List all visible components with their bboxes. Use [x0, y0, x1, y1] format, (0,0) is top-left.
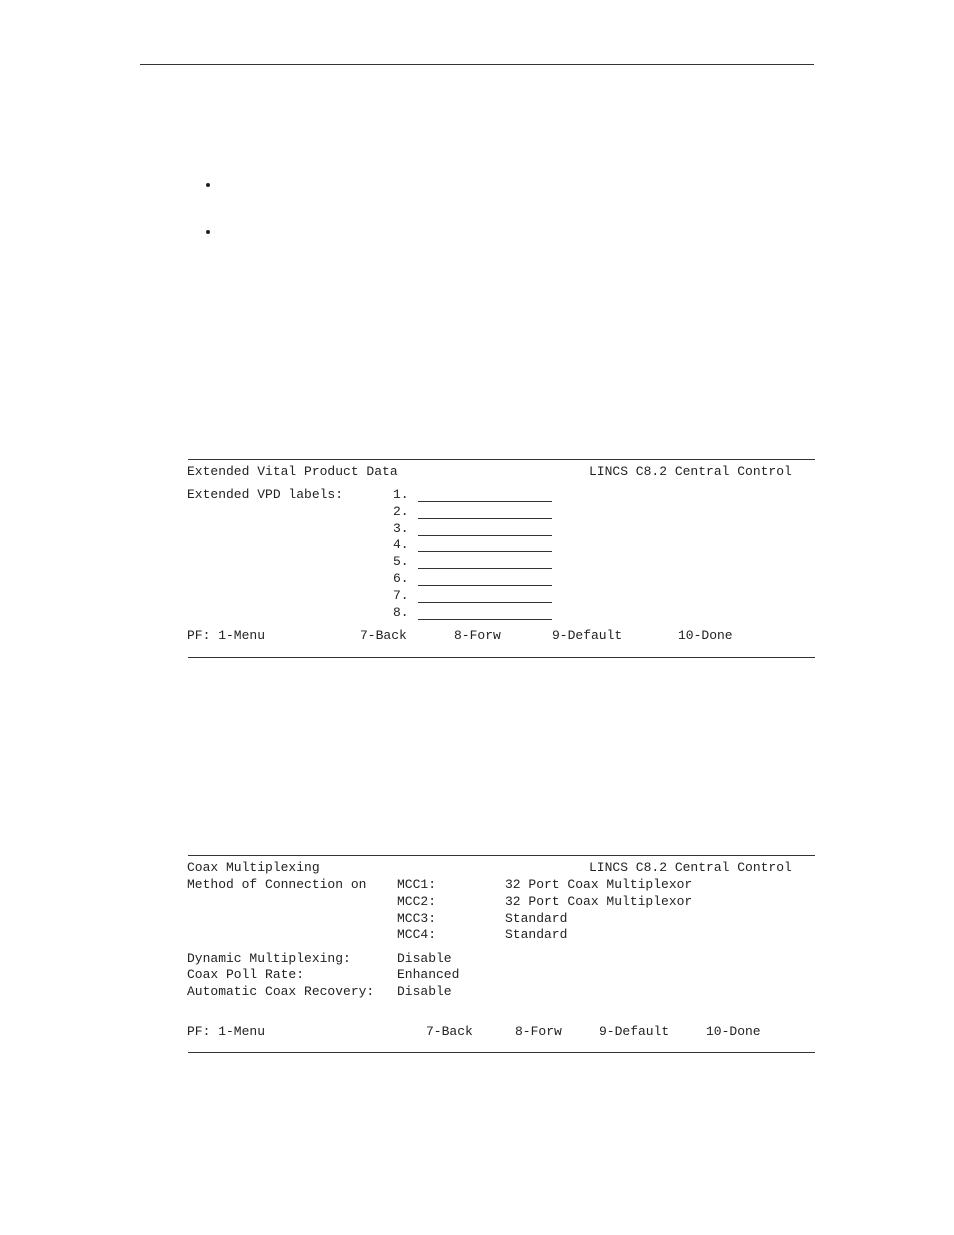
page-header-rule — [140, 64, 814, 65]
screen-title: Coax Multiplexing — [187, 860, 320, 875]
mcc-value[interactable]: 32 Port Coax Multiplexor — [505, 894, 693, 909]
screen-top-rule — [188, 855, 815, 856]
vpd-label-input[interactable] — [418, 568, 552, 569]
pf-default[interactable]: 9-Default — [599, 1024, 670, 1039]
vpd-label-number: 3. — [393, 521, 409, 536]
vpd-label-input[interactable] — [418, 619, 552, 620]
pf-done[interactable]: 10-Done — [678, 628, 733, 643]
method-of-connection-label: Method of Connection on — [187, 877, 367, 892]
vpd-label-number: 4. — [393, 537, 409, 552]
product-name: LINCS C8.2 Central Control — [589, 860, 792, 875]
pf-default[interactable]: 9-Default — [552, 628, 623, 643]
pf-prefix: PF: 1-Menu — [187, 628, 266, 643]
mcc-value[interactable]: Standard — [505, 927, 568, 942]
vpd-label-input[interactable] — [418, 501, 552, 502]
screen-bottom-rule — [188, 657, 815, 658]
mcc-name: MCC1: — [397, 877, 437, 892]
screen-title: Extended Vital Product Data — [187, 464, 398, 479]
mcc-name: MCC2: — [397, 894, 437, 909]
setting-value[interactable]: Enhanced — [397, 967, 460, 982]
vpd-label-input[interactable] — [418, 535, 552, 536]
vpd-label-input[interactable] — [418, 551, 552, 552]
setting-label: Dynamic Multiplexing: — [187, 951, 351, 966]
bullet-marker — [206, 183, 210, 187]
vpd-label-number: 8. — [393, 605, 409, 620]
vpd-label-input[interactable] — [418, 518, 552, 519]
mcc-value[interactable]: 32 Port Coax Multiplexor — [505, 877, 693, 892]
pf-done[interactable]: 10-Done — [706, 1024, 761, 1039]
pf-back[interactable]: 7-Back — [426, 1024, 473, 1039]
vpd-labels-caption: Extended VPD labels: — [187, 487, 344, 502]
setting-label: Automatic Coax Recovery: — [187, 984, 375, 999]
vpd-label-input[interactable] — [418, 602, 552, 603]
screen-top-rule — [188, 459, 815, 460]
pf-forw[interactable]: 8-Forw — [515, 1024, 562, 1039]
pf-forw[interactable]: 8-Forw — [454, 628, 501, 643]
vpd-label-input[interactable] — [418, 585, 552, 586]
bullet-marker — [206, 230, 210, 234]
vpd-label-number: 7. — [393, 588, 409, 603]
vpd-label-number: 6. — [393, 571, 409, 586]
vpd-label-number: 2. — [393, 504, 409, 519]
setting-value[interactable]: Disable — [397, 951, 452, 966]
setting-value[interactable]: Disable — [397, 984, 452, 999]
pf-back[interactable]: 7-Back — [360, 628, 407, 643]
setting-label: Coax Poll Rate: — [187, 967, 305, 982]
screen-bottom-rule — [188, 1052, 815, 1053]
mcc-name: MCC3: — [397, 911, 437, 926]
product-name: LINCS C8.2 Central Control — [589, 464, 792, 479]
vpd-label-number: 5. — [393, 554, 409, 569]
vpd-label-number: 1. — [393, 487, 409, 502]
mcc-name: MCC4: — [397, 927, 437, 942]
pf-prefix: PF: 1-Menu — [187, 1024, 266, 1039]
mcc-value[interactable]: Standard — [505, 911, 568, 926]
